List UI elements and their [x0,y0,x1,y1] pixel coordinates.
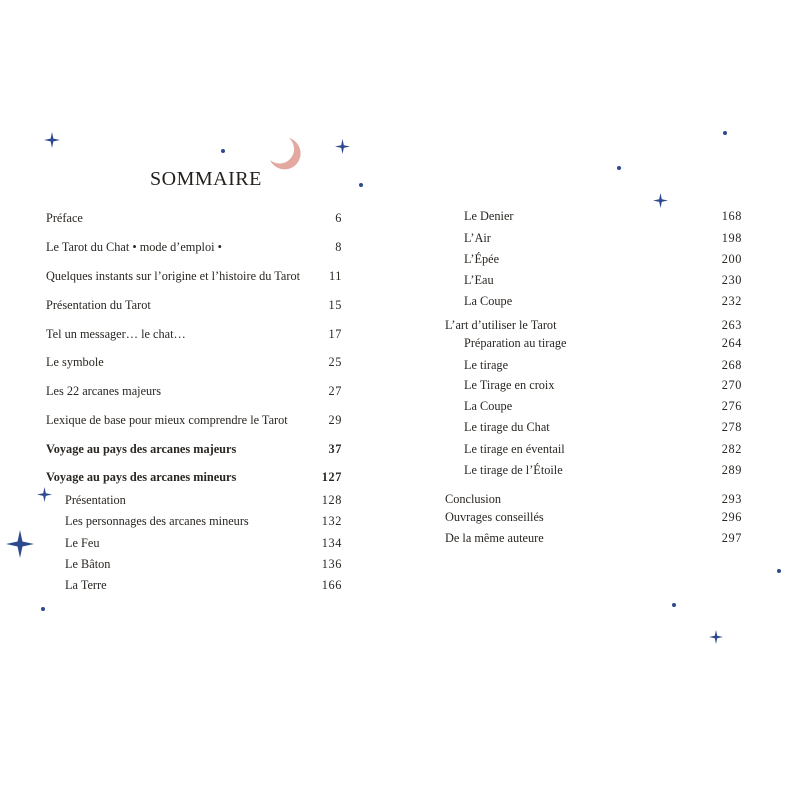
toc-entry: Ouvrages conseillés 296 [445,510,742,524]
dot-icon [359,183,363,187]
toc-entry: Lexique de base pour mieux comprendre le Tarot 29 [46,413,342,427]
toc-subentry: Le Tirage en croix 270 [464,378,742,392]
toc-subentry: L’Épée 200 [464,252,742,266]
toc-entry: Présentation du Tarot 15 [46,298,342,312]
dot-icon [221,149,225,153]
toc-subentry: Préparation au tirage 264 [464,336,742,350]
toc-entry: Les 22 arcanes majeurs 27 [46,384,342,398]
toc-subentry: L’Eau 230 [464,273,742,287]
toc-entry: Tel un messager… le chat… 17 [46,327,342,341]
toc-subentry: La Coupe 232 [464,294,742,308]
dot-icon [617,166,621,170]
moon-icon [268,136,304,172]
toc-subentry: Le tirage de l’Étoile 289 [464,463,742,477]
toc-entry-bold: Voyage au pays des arcanes majeurs 37 [46,442,342,456]
toc-entry: L’art d’utiliser le Tarot 263 [445,318,742,332]
toc-subentry: Le Bâton 136 [65,557,342,571]
toc-subentry: Les personnages des arcanes mineurs 132 [65,514,342,528]
page-title: SOMMAIRE [150,168,262,190]
toc-subentry: Le tirage en éventail 282 [464,442,742,456]
star-icon [335,139,350,154]
toc-entry: De la même auteure 297 [445,531,742,545]
toc-entry: Quelques instants sur l’origine et l’histoire du Tarot 11 [46,269,342,283]
toc-subentry: La Terre 166 [65,578,342,592]
star-icon [709,630,723,644]
toc-entry: Conclusion 293 [445,492,742,506]
toc-subentry: Le Denier 168 [464,209,742,223]
toc-subentry: Présentation 128 [65,493,342,507]
star-icon [6,530,34,558]
toc-entry: Préface 6 [46,211,342,225]
toc-subentry: Le Feu 134 [65,536,342,550]
dot-icon [41,607,45,611]
dot-icon [723,131,727,135]
dot-icon [672,603,676,607]
toc-entry-bold: Voyage au pays des arcanes mineurs 127 [46,470,342,484]
toc-subentry: La Coupe 276 [464,399,742,413]
toc-entry: Le Tarot du Chat • mode d’emploi • 8 [46,240,342,254]
dot-icon [777,569,781,573]
toc-subentry: Le tirage 268 [464,358,742,372]
star-icon [653,193,668,208]
star-icon [44,132,60,148]
toc-entry: Le symbole 25 [46,355,342,369]
toc-subentry: Le tirage du Chat 278 [464,420,742,434]
toc-subentry: L’Air 198 [464,231,742,245]
